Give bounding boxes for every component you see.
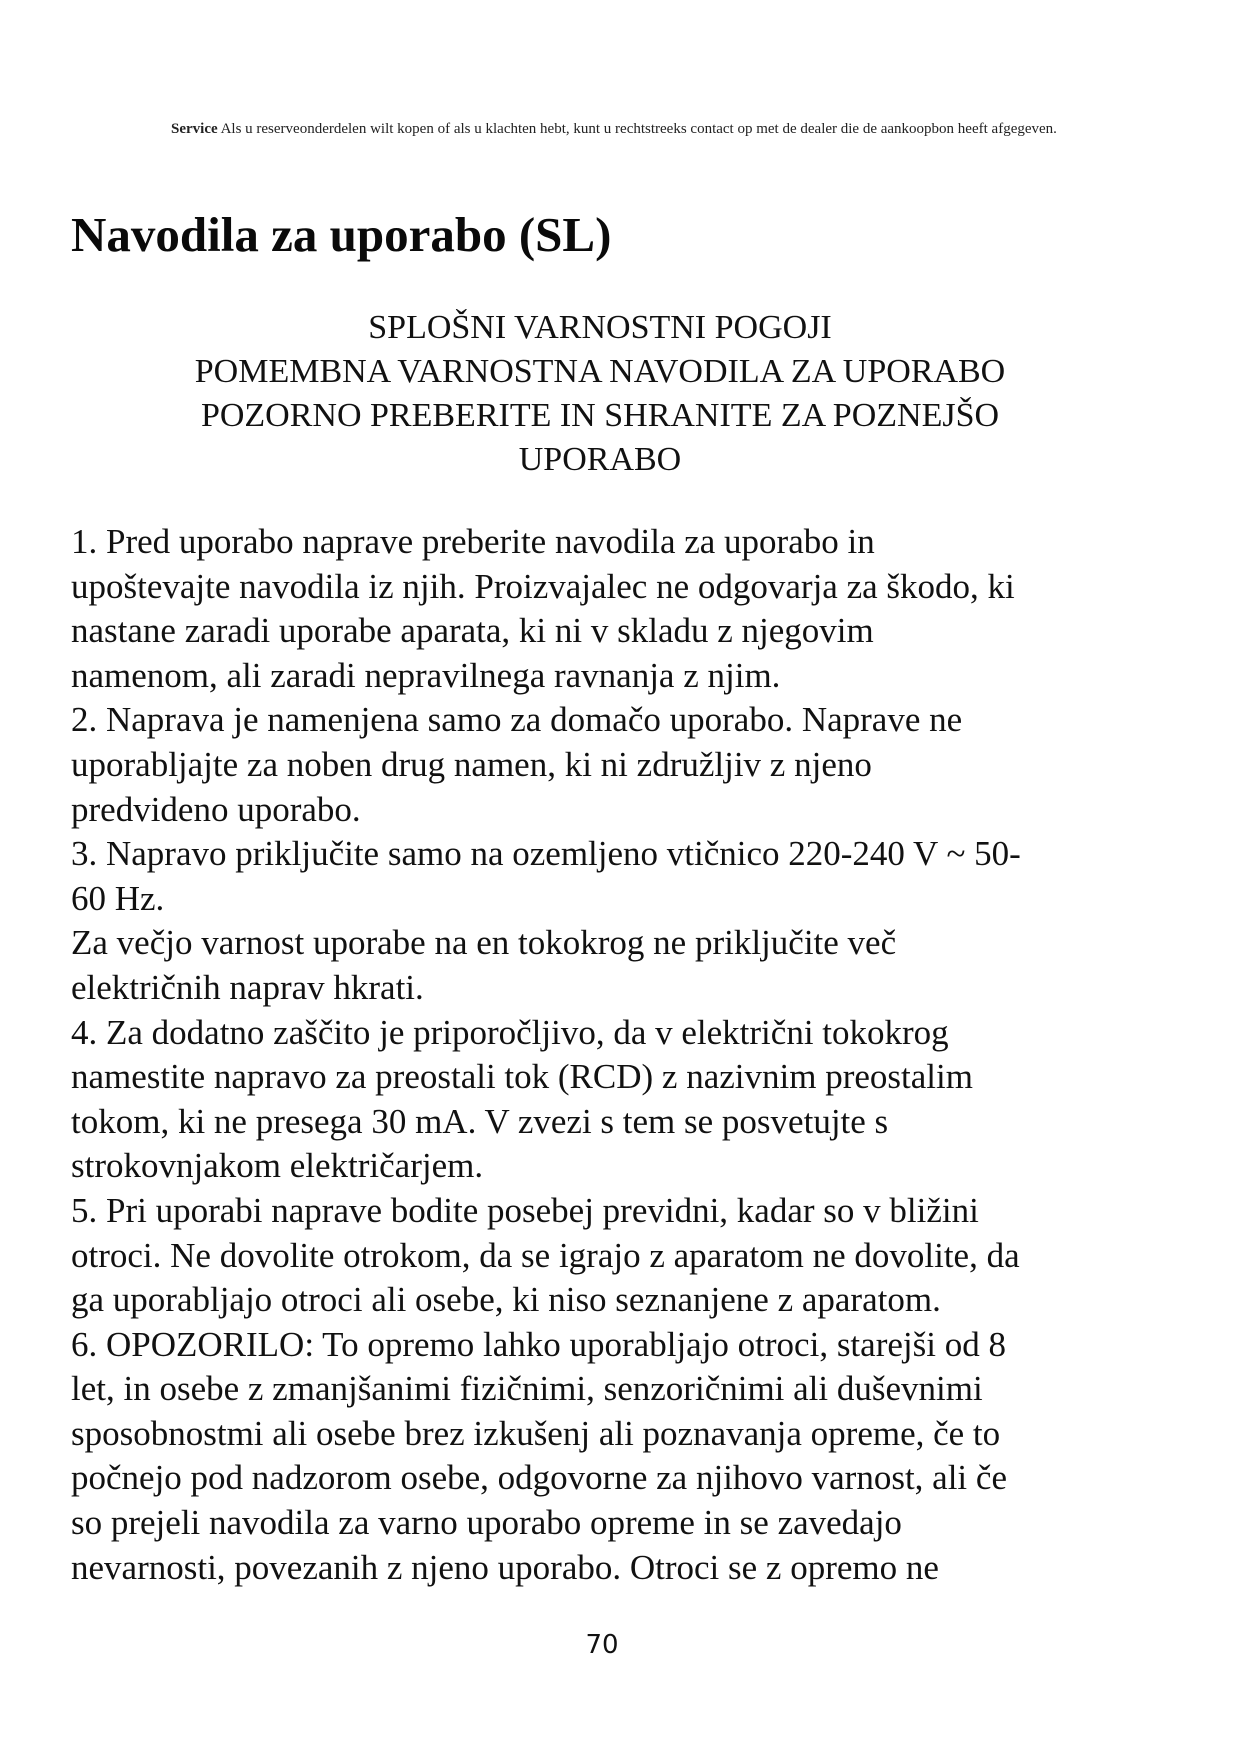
body-line: nevarnosti, povezanih z njeno uporabo. Otroci se z opremo ne: [71, 1547, 939, 1587]
body-line: 4. Za dodatno zaščito je priporočljivo, da v električni tokokrog: [71, 1012, 949, 1052]
safety-title-line: POMEMBNA VARNOSTNA NAVODILA ZA UPORABO: [194, 353, 1006, 390]
body-line: otroci. Ne dovolite otrokom, da se igrajo z aparatom ne dovolite, da: [71, 1235, 1020, 1275]
body-line: ga uporabljajo otroci ali osebe, ki niso seznanjene z aparatom.: [71, 1280, 941, 1320]
page-heading: Navodila za uporabo (SL): [71, 207, 612, 262]
safety-title-line: SPLOŠNI VARNOSTNI POGOJI: [368, 309, 832, 346]
body-line: 60 Hz.: [71, 878, 165, 918]
safety-title-line: POZORNO PREBERITE IN SHRANITE ZA POZNEJŠO: [200, 397, 1000, 434]
body-line: 2. Naprava je namenjena samo za domačo uporabo. Naprave ne: [71, 700, 963, 740]
body-line: 5. Pri uporabi naprave bodite posebej previdni, kadar so v bližini: [71, 1190, 979, 1230]
body-line: tokom, ki ne presega 30 mA. V zvezi s tem se posvetujte s: [71, 1101, 889, 1141]
body-line: predvideno uporabo.: [71, 789, 361, 829]
body-line: so prejeli navodila za varno uporabo opreme in se zavedajo: [71, 1503, 902, 1543]
body-line: namestite napravo za preostali tok (RCD) z nazivnim preostalim: [71, 1057, 973, 1097]
safety-title: [100, 306, 1100, 482]
body-line: nastane zaradi uporabe aparata, ki ni v skladu z njegovim: [71, 611, 874, 651]
body-line: 6. OPOZORILO: To opremo lahko uporabljajo otroci, starejši od 8: [71, 1324, 1006, 1364]
service-note-text: Als u reserveonderdelen wilt kopen of als u klachten hebt, kunt u rechtstreeks contact op met de dealer die de aankoopbon heeft afgegeven.: [217, 121, 1057, 137]
body-line: upoštevajte navodila iz njih. Proizvajalec ne odgovarja za škodo, ki: [71, 566, 1015, 606]
page-number: 70: [585, 1630, 619, 1660]
body-line: 1. Pred uporabo naprave preberite navodila za uporabo in: [71, 522, 875, 561]
body-line: let, in osebe z zmanjšanimi fizičnimi, senzoričnimi ali duševnimi: [71, 1369, 983, 1409]
body-text: [71, 520, 1181, 1590]
body-line: namenom, ali zaradi nepravilnega ravnanja z njim.: [71, 655, 781, 695]
service-note-label: Service: [171, 121, 218, 137]
body-line: električnih naprav hkrati.: [71, 967, 424, 1007]
body-line: Za večjo varnost uporabe na en tokokrog ne priključite več: [71, 923, 897, 963]
body-line: uporabljajte za noben drug namen, ki ni združljiv z njeno: [71, 744, 872, 784]
safety-title-line: UPORABO: [518, 441, 682, 478]
service-note: [171, 119, 1091, 139]
body-line: strokovnjakom električarjem.: [71, 1146, 484, 1186]
body-line: 3. Napravo priključite samo na ozemljeno vtičnico 220-240 V ~ 50-: [71, 834, 1021, 874]
body-line: počnejo pod nadzorom osebe, odgovorne za njihovo varnost, ali če: [71, 1458, 1007, 1498]
body-line: sposobnostmi ali osebe brez izkušenj ali poznavanja opreme, če to: [71, 1413, 1001, 1453]
